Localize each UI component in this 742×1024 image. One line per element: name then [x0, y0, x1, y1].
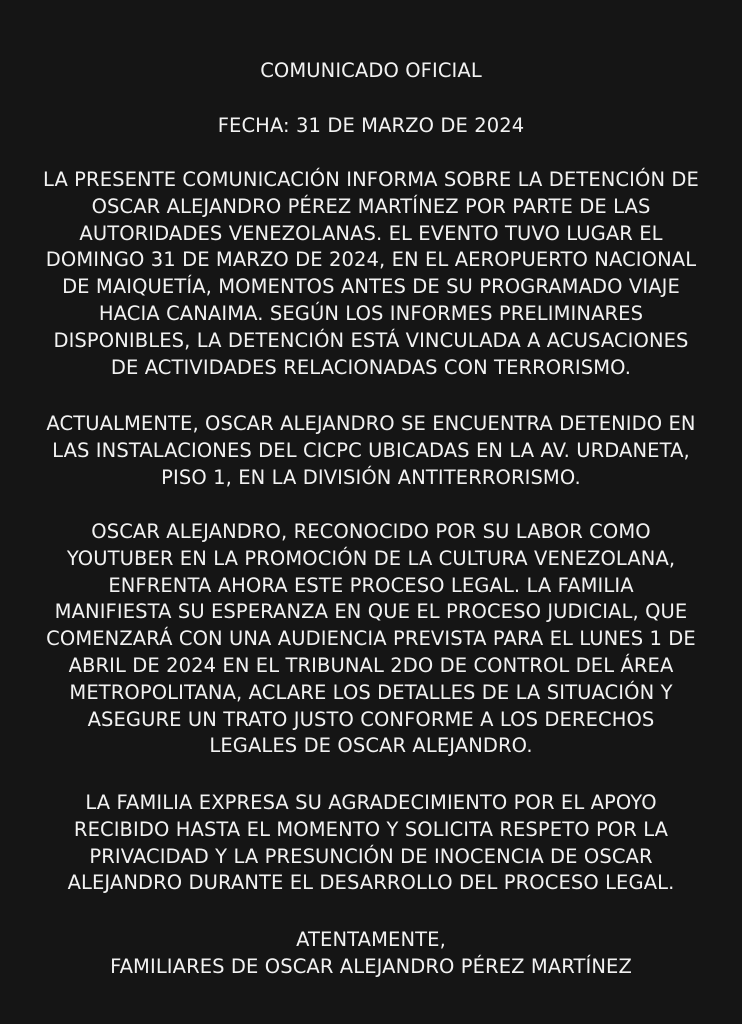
- paragraph-line: LEGALES DE OSCAR ALEJANDRO.: [209, 734, 533, 758]
- closing-line: ATENTAMENTE,: [296, 928, 446, 951]
- paragraph-line: ASEGURE UN TRATO JUSTO CONFORME A LOS DERECHOS: [87, 707, 655, 731]
- paragraph-line: AUTORIDADES VENEZOLANAS. EL EVENTO TUVO LUGAR EL: [79, 221, 663, 245]
- paragraph-line: ABRIL DE 2024 EN EL TRIBUNAL 2DO DE CONTROL DEL ÁREA: [68, 653, 674, 677]
- paragraph-line: DOMINGO 31 DE MARZO DE 2024, EN EL AEROPUERTO NACIONAL: [45, 248, 697, 272]
- paragraph-current-location: [20, 411, 722, 491]
- date-line: FECHA: 31 DE MARZO DE 2024: [217, 114, 525, 137]
- paragraph-line: DE MAIQUETÍA, MOMENTOS ANTES DE SU PROGRAMADO VIAJE: [62, 275, 680, 299]
- paragraph-family-thanks: [20, 790, 722, 897]
- paragraph-line: METROPOLITANA, ACLARE LOS DETALLES DE LA SITUACIÓN Y: [69, 680, 673, 704]
- paragraph-line: LAS INSTALACIONES DEL CICPC UBICADAS EN LA AV. URDANETA,: [52, 438, 690, 462]
- paragraph-line: ENFRENTA AHORA ESTE PROCESO LEGAL. LA FAMILIA: [108, 573, 634, 597]
- paragraph-line: ALEJANDRO DURANTE EL DESARROLLO DEL PROCESO LEGAL.: [67, 871, 675, 895]
- paragraph-line: OSCAR ALEJANDRO PÉREZ MARTÍNEZ POR PARTE DE LAS: [91, 194, 651, 218]
- paragraph-line: ACTUALMENTE, OSCAR ALEJANDRO SE ENCUENTRA DETENIDO EN: [46, 412, 696, 435]
- paragraph-line: OSCAR ALEJANDRO, RECONOCIDO POR SU LABOR COMO: [91, 520, 651, 543]
- paragraph-line: LA PRESENTE COMUNICACIÓN INFORMA SOBRE LA DETENCIÓN DE: [43, 168, 699, 191]
- date-block: [20, 113, 722, 140]
- paragraph-line: YOUTUBER EN LA PROMOCIÓN DE LA CULTURA VENEZOLANA,: [66, 546, 676, 570]
- paragraph-line: PISO 1, EN LA DIVISIÓN ANTITERRORISMO.: [161, 465, 581, 489]
- paragraph-line: MANIFIESTA SU ESPERANZA EN QUE EL PROCESO JUDICIAL, QUE: [54, 600, 688, 624]
- paragraph-line: DISPONIBLES, LA DETENCIÓN ESTÁ VINCULADA A ACUSACIONES: [53, 328, 689, 352]
- heading-block: [20, 58, 722, 85]
- paragraph-detention-report: [20, 167, 722, 381]
- signature-line: FAMILIARES DE OSCAR ALEJANDRO PÉREZ MARTÍNEZ: [110, 954, 632, 978]
- paragraph-line: LA FAMILIA EXPRESA SU AGRADECIMIENTO POR EL APOYO: [85, 791, 657, 814]
- paragraph-line: DE ACTIVIDADES RELACIONADAS CON TERRORISMO.: [110, 355, 632, 379]
- paragraph-line: PRIVACIDAD Y LA PRESUNCIÓN DE INOCENCIA DE OSCAR: [89, 844, 653, 868]
- closing-block: [20, 927, 722, 981]
- paragraph-legal-process: [20, 519, 722, 760]
- paragraph-line: RECIBIDO HASTA EL MOMENTO Y SOLICITA RESPETO POR LA: [73, 817, 669, 841]
- document-title: COMUNICADO OFICIAL: [260, 59, 482, 82]
- paragraph-line: COMENZARÁ CON UNA AUDIENCIA PREVISTA PARA EL LUNES 1 DE: [46, 627, 696, 651]
- paragraph-line: HACIA CANAIMA. SEGÚN LOS INFORMES PRELIMINARES: [98, 301, 644, 325]
